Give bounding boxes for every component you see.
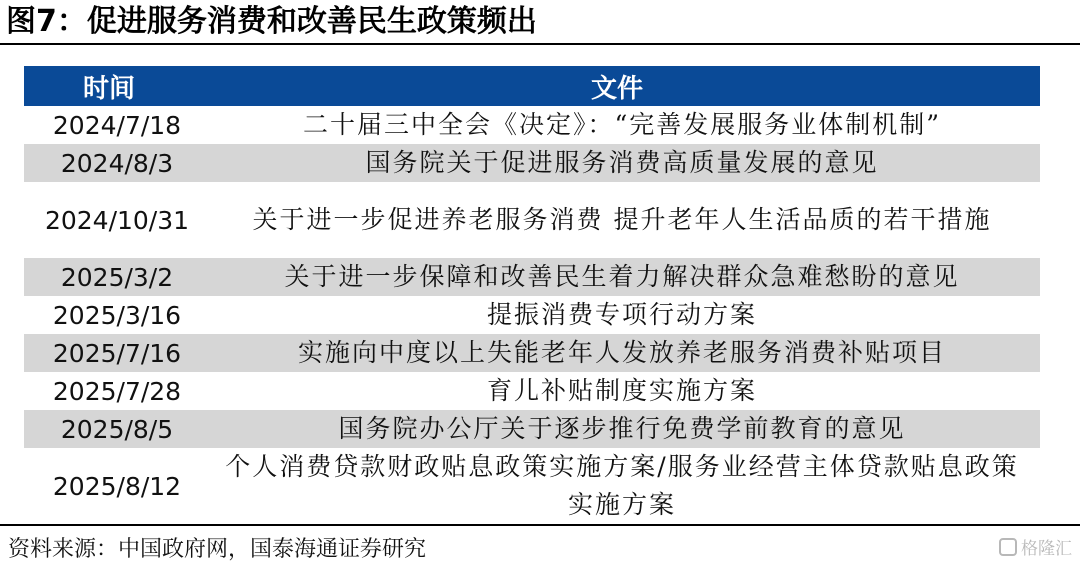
row-date: 2025/3/2 [60,262,174,292]
row-document: 实施向中度以上失能老年人发放养老服务消费补贴项目 [297,338,946,367]
row-document: 国务院关于促进服务消费高质量发展的意见 [365,148,879,177]
row-document: 关于进一步保障和改善民生着力解决群众急难愁盼的意见 [284,262,960,291]
row-date: 2025/8/5 [60,414,174,444]
table-row [24,410,1040,448]
row-document: 提振消费专项行动方案 [486,300,757,329]
source-note: 资料来源：中国政府网，国泰海通证券研究 [8,537,427,562]
title-divider [0,43,1080,45]
row-document: 关于进一步促进养老服务消费 提升老年人生活品质的若干措施 [252,205,992,234]
header-document: 文件 [590,73,643,104]
row-date: 2025/7/16 [52,338,182,368]
watermark-logo-icon [999,538,1017,556]
table-row [24,106,1040,144]
row-date: 2025/7/28 [52,376,182,406]
table-row [24,448,1040,524]
table-row [24,144,1040,182]
row-date: 2024/7/18 [52,110,182,140]
table-row [24,334,1040,372]
table-row [24,258,1040,296]
row-document: 个人消费贷款财政贴息政策实施方案/服务业经营主体贷款贴息政策实施方案 [225,452,1019,519]
table-row [24,372,1040,410]
row-document: 国务院办公厅关于逐步推行免费学前教育的意见 [338,414,906,443]
row-date: 2025/3/16 [52,300,182,330]
row-document: 二十届三中全会《决定》：“完善发展服务业体制机制” [302,110,942,139]
table-row [24,296,1040,334]
figure-title: 图7：促进服务消费和改善民生政策频出 [6,4,537,39]
policy-table [24,66,1040,524]
row-document: 育儿补贴制度实施方案 [486,376,757,405]
row-date: 2024/10/31 [44,205,190,235]
table-row [24,182,1040,258]
watermark-text: 格隆汇 [1021,539,1072,559]
header-date: 时间 [82,73,135,104]
row-date: 2024/8/3 [60,148,174,178]
row-date: 2025/8/12 [52,471,182,501]
watermark [999,534,1072,559]
table-header [24,66,1040,106]
